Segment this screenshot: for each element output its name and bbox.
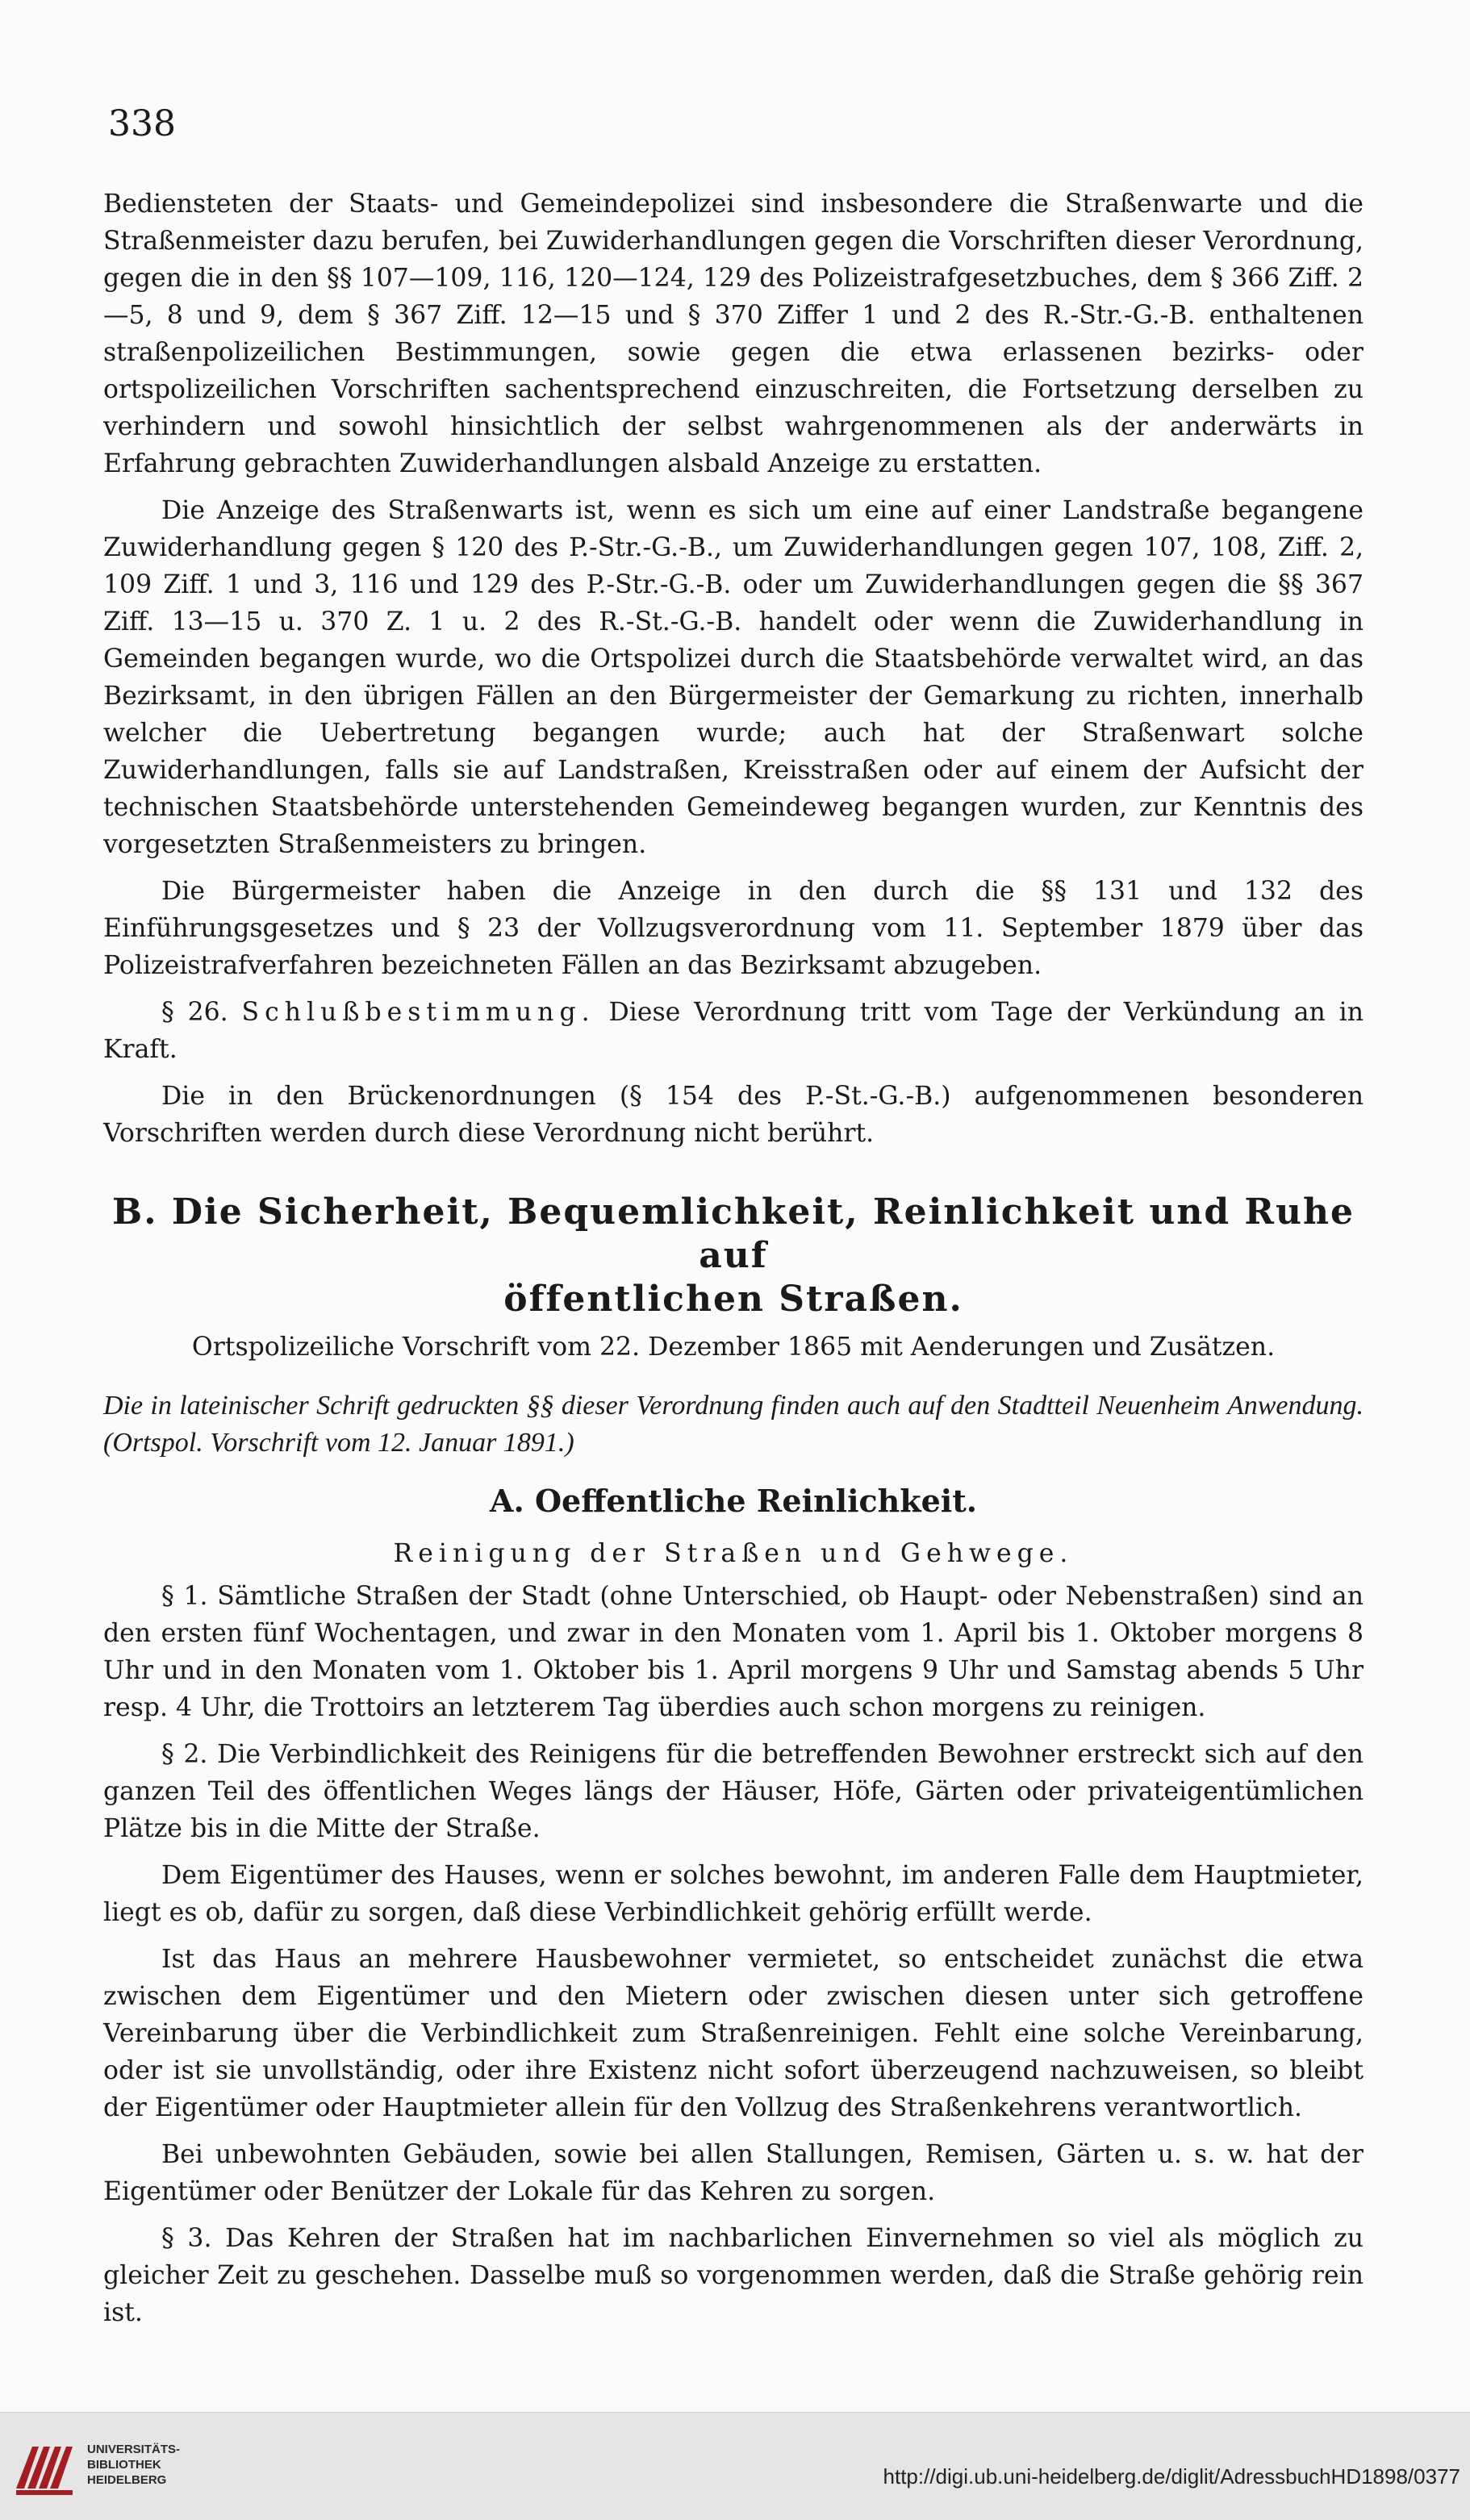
paragraph: Dem Eigentümer des Hauses, wenn er solches bewohnt, im anderen Falle dem Hauptmieter, liegt es ob, dafür zu sorgen, daß diese Verbindlichkeit gehörig erfüllt werde.: [103, 1861, 1364, 1927]
paragraph: § 3. Das Kehren der Straßen hat im nachbarlichen Einvernehmen so viel als möglich zu gleicher Zeit zu geschehen. Dasselbe muß so vorgenommen werden, daß die Straße gehörig rein ist.: [103, 2224, 1364, 2327]
footer-bar: [0, 2412, 1470, 2520]
institution-line: UNIVERSITÄTS-: [87, 2443, 181, 2456]
paragraph: § 1. Sämtliche Straßen der Stadt (ohne Unterschied, ob Haupt- oder Nebenstraßen) sind an den ersten fünf Wochentagen, und zwar in den Monaten vom 1. April bis 1. Oktober morgens 8 Uhr und in den Monaten vom 1. Oktober bis 1. April morgens 9 Uhr und Samstag abends 5 Uhr resp. 4 Uhr, die Trottoirs an letzterem Tag überdies auch schon morgens zu reinigen.: [103, 1582, 1364, 1722]
paragraph: § 2. Die Verbindlichkeit des Reinigens für die betreffenden Bewohner erstreckt sich auf den ganzen Teil des öffentlichen Weges längs der Häuser, Höfe, Gärten oder privateigentümlichen Plätze bis in die Mitte der Straße.: [103, 1740, 1364, 1843]
section-title-line: B. Die Sicherheit, Bequemlichkeit, Reinlichkeit und Ruhe auf: [112, 1191, 1355, 1276]
section-title: [103, 1191, 1364, 1321]
institution-line: BIBLIOTHEK: [87, 2458, 161, 2472]
source-note: Ortspolizeiliche Vorschrift vom 22. Dezember 1865 mit Aenderungen und Zusätzen.: [191, 1333, 1276, 1362]
section-number: § 26.: [161, 998, 228, 1027]
document-body: [103, 186, 1364, 2341]
paragraph: Bei unbewohnten Gebäuden, sowie bei allen Stallungen, Remisen, Gärten u. s. w. hat der Eigentümer oder Benützer der Lokale für das Kehren zu sorgen.: [103, 2140, 1364, 2206]
paragraph: Ist das Haus an mehrere Hausbewohner vermietet, so entscheidet zunächst die etwa zwischen dem Eigentümer und den Mietern oder zwischen diesen unter sich getroffene Vereinbarung über die Verbindlichkeit zum Straßenreinigen. Fehlt eine solche Vereinbarung, oder ist sie unvollständig, oder ihre Existenz nicht sofort überzeugend nachzuweisen, so bleibt der Eigentümer oder Hauptmieter allein für den Vollzug des Straßenkehrens verantwortlich.: [103, 1945, 1364, 2122]
latin-note: Die in lateinischer Schrift gedruckten §§ dieser Verordnung finden auch auf den Stadtteil Neuenheim Anwendung. (Ortspol. Vorschrift vom 12. Januar 1891.): [103, 1391, 1364, 1458]
paragraph: Die Bürgermeister haben die Anzeige in den durch die §§ 131 und 132 des Einführungsgesetzes und § 23 der Vollzugsverordnung vom 11. September 1879 über das Polizeistrafverfahren bezeichneten Fällen an das Bezirksamt abzugeben.: [103, 877, 1364, 980]
subsection-title: A. Oeffentliche Reinlichkeit.: [490, 1483, 977, 1519]
paragraph: Bediensteten der Staats- und Gemeindepolizei sind insbesondere die Straßenwarte und die Straßenmeister dazu berufen, bei Zuwiderhandlungen gegen die Vorschriften dieser Verordnung, gegen die in den §§ 107—109, 116, 120—124, 129 des Polizeistrafgesetzbuches, dem § 366 Ziff. 2—5, 8 und 9, dem § 367 Ziff. 12—15 und § 370 Ziffer 1 und 2 des R.-Str.-G.-B. enthaltenen straßenpolizeilichen Bestimmungen, sowie gegen die etwa erlassenen bezirks- oder ortspolizeilichen Vorschriften sachentsprechend einzuschreiten, die Fortsetzung derselben zu verhindern und sowohl hinsichtlich der selbst wahrgenommenen als der anderwärts in Erfahrung gebrachten Zuwiderhandlungen alsbald Anzeige zu erstatten.: [103, 190, 1364, 478]
university-library-logo-icon: [13, 2432, 84, 2503]
paragraph: Die in den Brückenordnungen (§ 154 des P.-St.-G.-B.) aufgenommenen besonderen Vorschriften werden durch diese Verordnung nicht berührt.: [103, 1082, 1364, 1148]
subsection-heading: Reinigung der Straßen und Gehwege.: [393, 1539, 1074, 1568]
paragraph: Die Anzeige des Straßenwarts ist, wenn es sich um eine auf einer Landstraße begangene Zuwiderhandlung gegen § 120 des P.-Str.-G.-B., um Zuwiderhandlungen gegen 107, 108, Ziff. 2, 109 Ziff. 1 und 3, 116 und 129 des P.-Str.-G.-B. oder um Zuwiderhandlungen gegen die §§ 367 Ziff. 13—15 u. 370 Z. 1 u. 2 des R.-St.-G.-B. handelt oder wenn die Zuwiderhandlung in Gemeinden begangen wurde, wo die Ortspolizei durch die Staatsbehörde verwaltet wird, an das Bezirksamt, in den übrigen Fällen an den Bürgermeister der Gemarkung zu richten, innerhalb welcher die Uebertretung begangen wurde; auch hat der Straßenwart solche Zuwiderhandlungen, falls sie auf Landstraßen, Kreisstraßen oder auf einem der Aufsicht der technischen Staatsbehörde unterstehenden Gemeindeweg begangen wurden, zur Kenntnis des vorgesetzten Straßenmeisters zu bringen.: [103, 496, 1364, 859]
section-26: [103, 994, 1364, 1068]
institution-line: HEIDELBERG: [87, 2473, 167, 2487]
source-url-link[interactable]: http://digi.ub.uni-heidelberg.de/diglit/AdressbuchHD1898/0377: [883, 2464, 1460, 2489]
section-heading: Schlußbestimmung.: [241, 998, 595, 1027]
page-number: 338: [108, 103, 176, 144]
section-title-line: öffentlichen Straßen.: [503, 1279, 963, 1320]
section-text: Diese Verordnung tritt vom Tage der Verkündung an in Kraft.: [103, 998, 1364, 1064]
institution-name: [87, 2442, 180, 2488]
